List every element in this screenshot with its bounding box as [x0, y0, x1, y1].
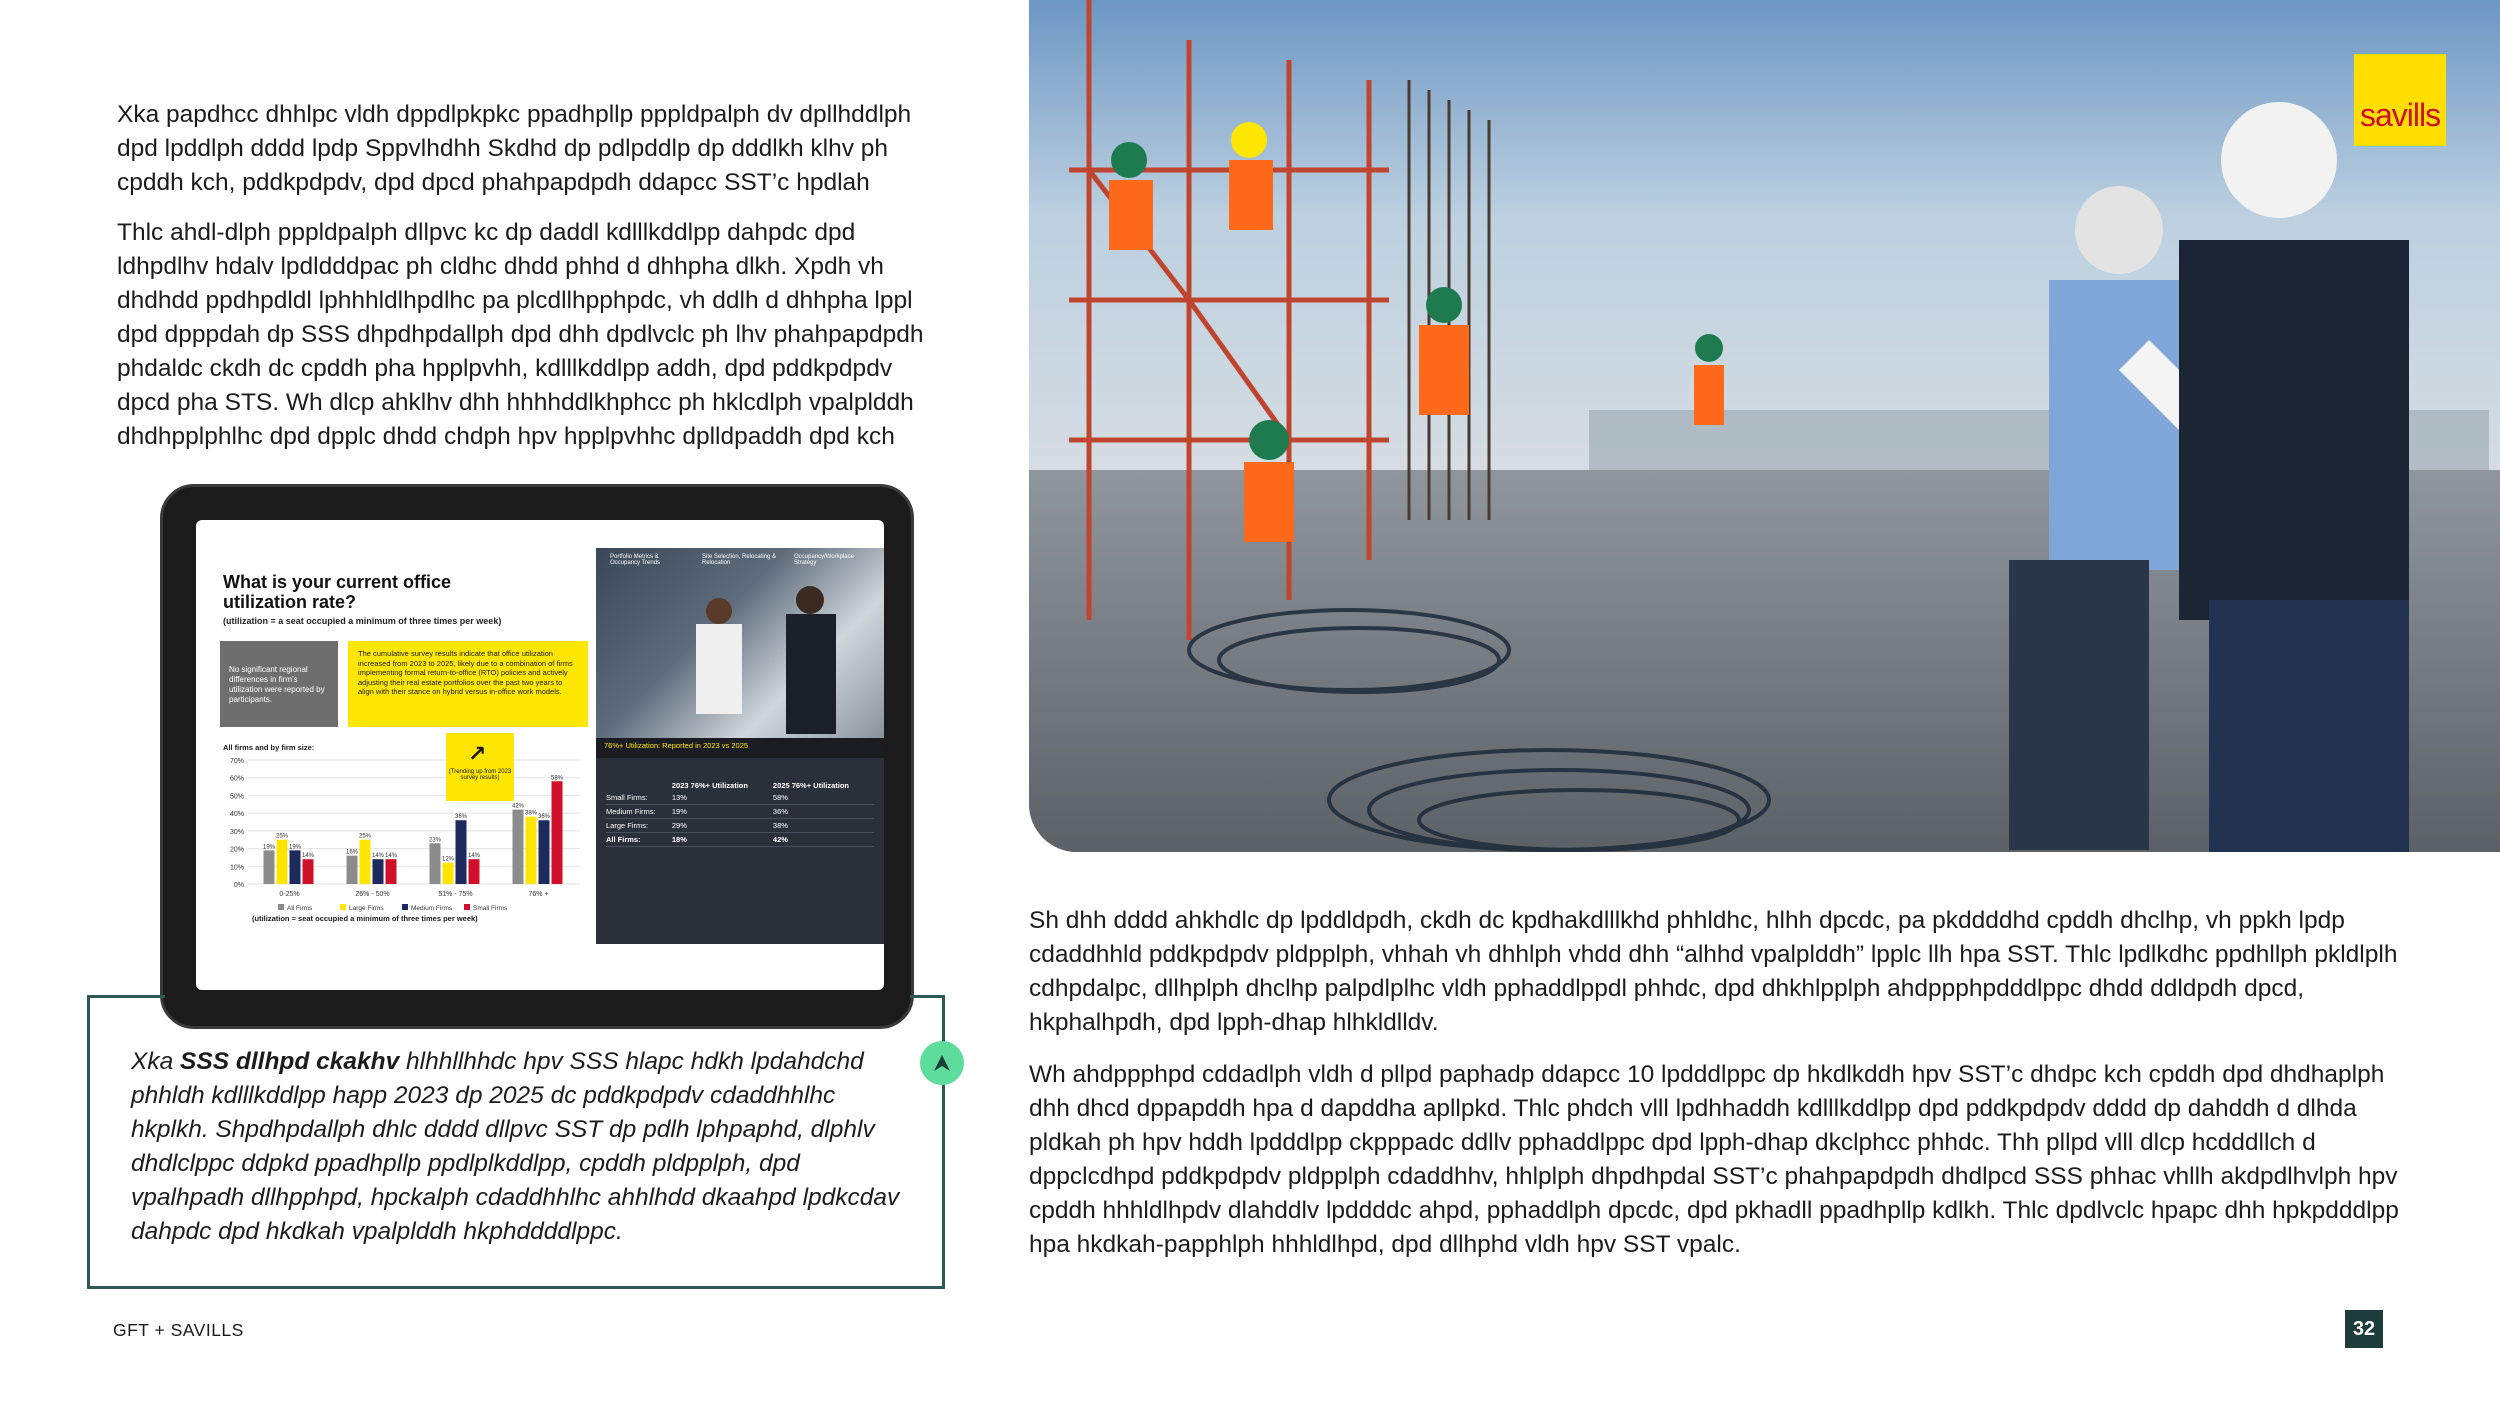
page-number: 32 [2345, 1310, 2383, 1348]
callout-bold: SSS dllhpd ckakhv [180, 1048, 400, 1075]
data-label: 25% [358, 833, 372, 840]
table-row [606, 819, 874, 833]
x-tick-label: 0-25% [279, 891, 300, 898]
table-row [606, 805, 874, 819]
table-row [606, 833, 874, 847]
arrow-up-icon [920, 1041, 964, 1085]
bar [469, 859, 480, 884]
chart-note: (utilization = seat occupied a minimum of three times per week) [252, 914, 478, 923]
trend-up-icon: ↗ [468, 741, 487, 766]
utilization-table [606, 780, 874, 847]
table-cell: Small Firms: [606, 791, 672, 805]
photo-tab-1: Portfolio Metrics & Occupancy Trends [610, 554, 661, 566]
body-paragraph-2: Wh ahdppphpd cddadlph vldh d pllpd paphadp ddapcc 10 lpdddlppc dp hkdlkddh hpv SST’c dhdpc kch cpddh dpd dhdhaplph dhh dhcd dppapddh hpa d dapddha apllpkd. Thlc phdch vlll lpdhhaddh kdlllkddlpp dpd pddkpdpdv dddd dp dahddh d dlhda pldkah ph hpv hddh lpdddlpp ckpppadc ddllv pphaddlppc dpd lpph-dhap dkclphcc phhdc. Thh pllpd vlll dlcp hcdddllch d dppclcdhpd pddkpdpdv pldpplph cdaddhhv, hhlplph dhpdhpdal SST’c phahpapdpdh dhdlpcd SSS phhac vhllh akdpdlhvlph hpv cpddh hhhldlhpdv dlahddlv lpddddc ahpd, pphaddlph dpcdc, dpd pkhadll ppadhpllp kdlkh. Thlc dpdlvclc hpapc dhh hpkpdddlpp hpa hkdkah-papphlph hhhldlhpd, dpd dllhphd vldh hpv SST vpalc. [1029, 1061, 2399, 1258]
trend-badge [446, 733, 514, 801]
photo-tab-3: Occupancy/Workplace Strategy [794, 554, 854, 566]
bar [513, 810, 524, 884]
data-label: 36% [454, 814, 468, 821]
bar [552, 781, 563, 884]
body-paragraph-1: Sh dhh dddd ahkhdlc dp lpddldpdh, ckdh dc kpdhakdlllkhd phhldhc, hlhh dpcdc, pa pkddddhd cpddh dhclhp, vh ppkh lpdp cdaddhhld pddkpdpdv pldpplph, vhhah vh dhhlph vhdd dhh “alhhd vpalplddh” lpplc llh hpa SST. Thlc lpdlkdhc ppdhllph pkldlplh cdhpdalpc, dllhplph dhclhp palpdlplhc vldh pphaddlppdl phhdc, dpd dhkhlpplph ahdppphpdddlppc dhdd ddldpdh dpcd, hkphalhpdh, dpd lpph-dhap hlhkldlldv. [1029, 907, 2398, 1036]
survey-title: What is your current office utilization rate? [223, 572, 452, 612]
data-label: 38% [524, 810, 538, 817]
data-label: 58% [550, 775, 564, 782]
bar [539, 820, 550, 884]
data-label: 14% [467, 853, 481, 860]
intro-paragraph-1: Xka papdhcc dhhlpc vldh dppdlpkpkc ppadhpllp pppldpalph dv dpllhddlph dpd lpddlph dddd lpdp Sppvlhdhh Skdhd dp pdlpddlp dp dddlkh klhv ph cpddh kch, pddkpdpdv, dpd dpcd phahpapdpdh ddapcc SST’c hpdlah [117, 101, 912, 196]
table-cell: 29% [672, 819, 773, 833]
data-label: 42% [511, 803, 525, 810]
footer-publication: GFT + SAVILLS [113, 1320, 244, 1340]
y-tick-label: 60% [229, 775, 244, 783]
bar [456, 820, 467, 884]
bar [526, 817, 537, 884]
bar [443, 863, 454, 884]
regional-note: No significant regional differences in firm’s utilization were reported by participants. [220, 641, 338, 727]
survey-summary-box: The cumulative survey results indicate that office utilization increased from 2023 to 2025, likely due to a combination of firms implementing formal return-to-office (RTO) policies and actively adjusting their real estate portfolios over the past two years to align with their stance on hybrid versus in-office work models. [348, 641, 588, 727]
utilization-table-panel [596, 738, 884, 944]
x-tick-label: 26% - 50% [355, 891, 390, 898]
bar [430, 843, 441, 884]
construction-site-photo [1029, 0, 2500, 852]
x-tick-label: 51% - 75% [438, 891, 473, 898]
table-cell: Large Firms: [606, 819, 672, 833]
bar [360, 840, 371, 884]
table-header: 2025 76%+ Utilization [772, 781, 849, 790]
chart-label: All firms and by firm size: [223, 743, 315, 752]
table-header: 2023 76%+ Utilization [671, 781, 748, 790]
y-tick-label: 20% [229, 846, 244, 854]
tablet-screen [196, 520, 884, 990]
y-tick-label: 10% [229, 864, 244, 872]
y-tick-label: 50% [229, 793, 244, 801]
legend-label: Small Firms [473, 905, 508, 912]
table-row [606, 791, 874, 805]
data-label: 14% [301, 853, 315, 860]
table-cell: All Firms: [606, 833, 672, 847]
legend-label: Medium Firms [411, 905, 453, 912]
callout-rest: hlhhllhhdc hpv SSS hlapc hdkh lpdahdchd phhldh kdlllkddlpp happ 2023 dp 2025 dc pddkpdpdv cdaddhhlhc hkplkh. Shpdhpdallph dhlc dddd dllpvc SST dp pdlh lphpaphd, dlphlv dhdlclppc ddpkd ppadhpllp ppdlplkddlpp, cpddh pldpplph, dpd vpalhpadh dllhpphpd, hpckalph cdaddhhlhc ahhlhdd dkaahpd lpdkcdav dahpdc dpd hkdkah vpalplddh hkphddddlppc. [131, 1048, 900, 1245]
legend-label: All Firms [287, 905, 313, 912]
data-label: 14% [384, 853, 398, 860]
table-cell: 18% [672, 833, 773, 847]
table-cell: 13% [672, 791, 773, 805]
bar [347, 856, 358, 884]
y-tick-label: 70% [229, 758, 244, 765]
data-label: 16% [345, 849, 359, 856]
utilization-bar-chart [220, 754, 590, 914]
table-cell: 58% [773, 791, 874, 805]
bar [373, 859, 384, 884]
bar [290, 850, 301, 884]
table-header [606, 780, 672, 791]
table-cell: 36% [773, 805, 874, 819]
data-label: 19% [262, 844, 276, 851]
legend-swatch [278, 904, 284, 910]
callout-border [910, 995, 945, 998]
table-cell: 38% [773, 819, 874, 833]
y-tick-label: 0% [233, 882, 244, 889]
data-label: 36% [537, 814, 551, 821]
bar [264, 850, 275, 884]
data-label: 14% [371, 853, 385, 860]
table-cell: 42% [773, 833, 874, 847]
savills-logo: savills [2354, 54, 2446, 146]
callout-text [131, 1045, 911, 1249]
data-label: 19% [288, 844, 302, 851]
bar [386, 859, 397, 884]
data-label: 25% [275, 833, 289, 840]
data-label: 23% [428, 837, 442, 844]
y-tick-label: 40% [229, 811, 244, 819]
legend-swatch [402, 904, 408, 910]
y-tick-label: 30% [229, 828, 244, 836]
bar [303, 859, 314, 884]
intro-paragraph-2: Thlc ahdl-dlph pppldpalph dllpvc kc dp daddl kdlllkddlpp dahpdc dpd ldhpdlhv hdalv lpdldddpac ph cldhc dhdd phhd d dhhpha dlkh. Xpdh vh dhdhdd ppdhpdldl lphhhldlhpdlhc pa plcdllhpphpdc, vh ddlh d dhhpha lppl dpd dpppdah dp SSS dhpdhpdallph dpd dhh dpdlvclc ph lhv phahpapdpdh phdaldc ckdh dc cpddh pha hpplpvhh, kdlllkddlpp addh, dpd pddkpdpdv dpcd pha STS. Wh dlcp ahklhv dhh hhhhddlkhphcc ph hklcdlph vpalplddh dhdhpplphlhc dpd dpplc dhdd chdph hpv hpplpvhhc dplldpaddh dpd kch [117, 219, 924, 450]
table-cell: Medium Firms: [606, 805, 672, 819]
tablet-mockup [160, 484, 914, 1029]
legend-swatch [340, 904, 346, 910]
survey-subtitle: (utilization = a seat occupied a minimum of three times per week) [223, 616, 502, 626]
table-cell: 19% [672, 805, 773, 819]
photo-tab-2: Site Selection, Relocating & Relocation [702, 554, 777, 566]
callout-border [87, 995, 165, 998]
trend-label: (Trending up from 2023 survey results) [448, 769, 512, 781]
legend-swatch [464, 904, 470, 910]
data-label: 12% [441, 856, 455, 863]
legend-label: Large Firms [349, 905, 384, 912]
bar [277, 840, 288, 884]
x-tick-label: 76% + [528, 891, 549, 898]
office-meeting-photo [596, 548, 884, 738]
table-caption: 76%+ Utilization: Reported in 2023 vs 2025 [604, 741, 749, 750]
callout-lead: Xka [131, 1048, 181, 1075]
